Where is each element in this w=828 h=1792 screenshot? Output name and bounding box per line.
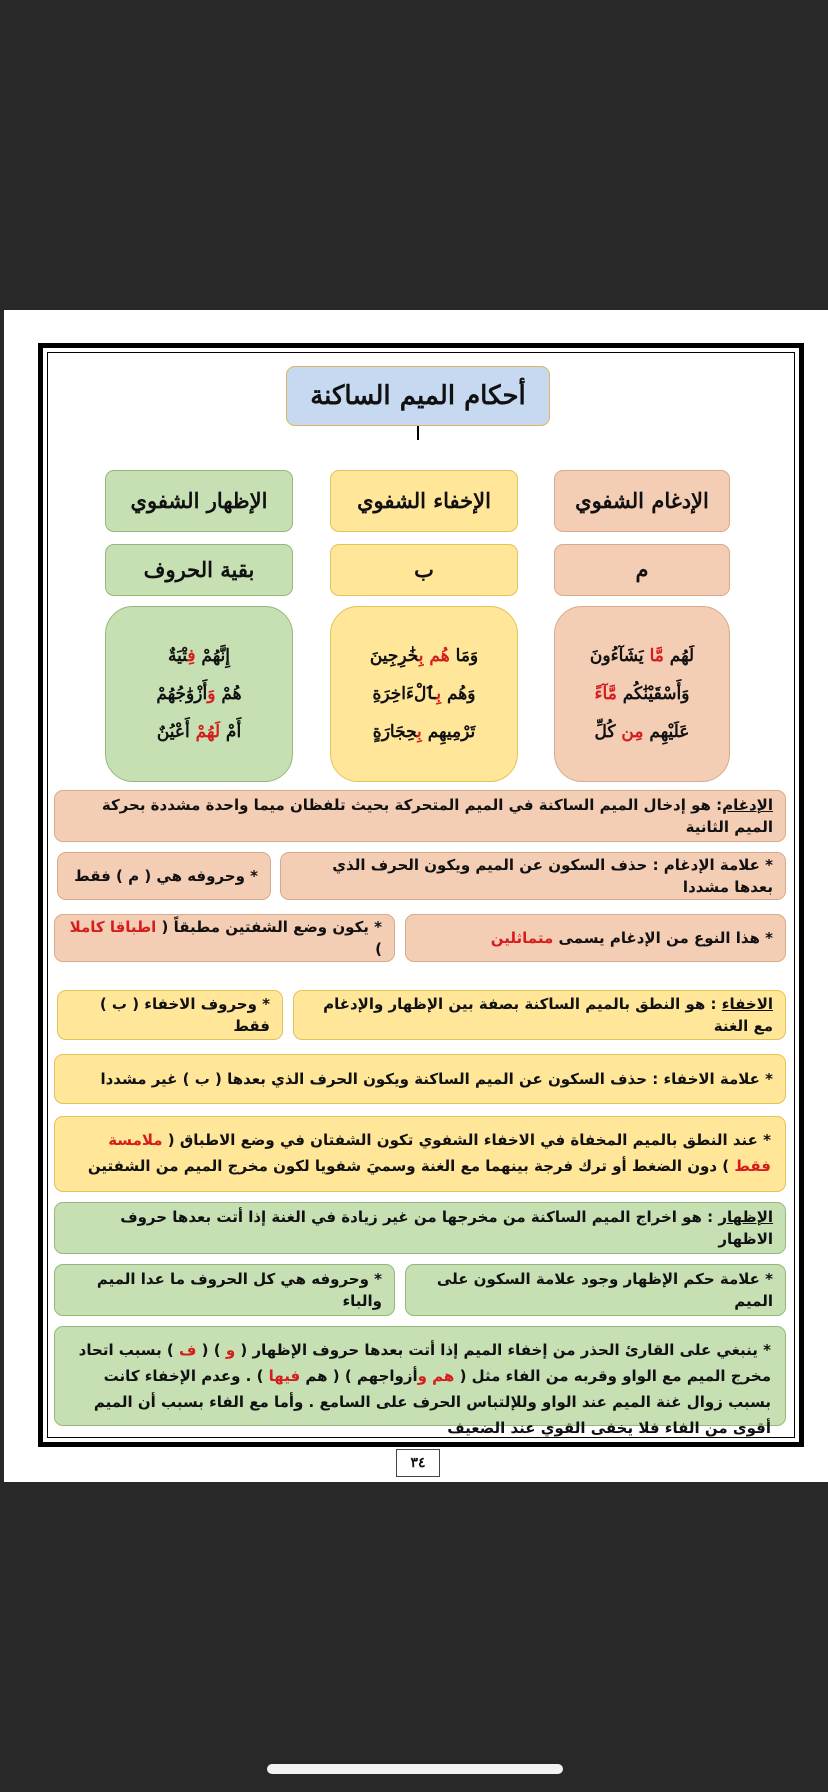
idgham-letters: * وحروفه هي ( م ) فقط — [57, 852, 271, 900]
letters-izhar: بقية الحروف — [105, 544, 293, 596]
main-title: أحكام الميم الساكنة — [286, 366, 550, 426]
examples-idgham — [554, 606, 730, 782]
term-izhar: الإظهار — [718, 1208, 773, 1226]
example-line: وَهُم بِٱلْءَاخِرَةِ — [372, 684, 476, 704]
idgham-definition: الإدغام: هو إدخال الميم الساكنة في الميم المتحركة بحيث تلفظان ميما واحدة مشددة بحركة الميم الثانية — [54, 790, 786, 842]
term-idgham: الإدغام — [722, 796, 773, 814]
idgham-sign: * علامة الإدغام : حذف السكون عن الميم ويكون الحرف الذي بعدها مشددا — [280, 852, 786, 900]
home-indicator[interactable] — [267, 1764, 563, 1774]
page-number: ٣٤ — [396, 1449, 440, 1477]
example-line: إِنَّهُمْ فِتْيَةٌ — [167, 646, 231, 666]
ikhfa-letters: * وحروف الاخفاء ( ب ) فقط — [57, 990, 283, 1040]
examples-izhar — [105, 606, 293, 782]
letters-ikhfa: ب — [330, 544, 518, 596]
term-ikhfa: الاخفاء — [721, 995, 773, 1013]
example-line: أَمْ لَهُمْ أَعْيُنٌ — [156, 722, 242, 742]
heading-izhar-shafawi: الإظهار الشفوي — [105, 470, 293, 532]
examples-ikhfa — [330, 606, 518, 782]
example-line: وَأَسْقَيْنَٰكُم مَّآءً — [594, 684, 690, 704]
ikhfa-sign: * علامة الاخفاء : حذف السكون عن الميم الساكنة ويكون الحرف الذي بعدها ( ب ) غير مشددا — [54, 1054, 786, 1104]
example-line: تَرْمِيهِم بِحِجَارَةٍ — [372, 722, 476, 742]
idgham-lips: * يكون وضع الشفتين مطبقاً ( اطباقا كاملا ) — [54, 914, 395, 962]
example-line: هُمْ وَأَزْوَٰجُهُمْ — [156, 684, 242, 704]
idgham-name: * هذا النوع من الإدغام يسمى متماثلين — [405, 914, 786, 962]
heading-ikhfa-shafawi: الإخفاء الشفوي — [330, 470, 518, 532]
ikhfa-definition: الاخفاء : هو النطق بالميم الساكنة بصفة بين الإظهار والإدغام مع الغنة — [293, 990, 786, 1040]
example-line: عَلَيْهِم مِن كُلِّ — [594, 722, 690, 742]
izhar-definition: الإظهار : هو اخراج الميم الساكنة من مخرجها من غير زيادة في الغنة إذا أتت بعدها حروف الاظهار — [54, 1202, 786, 1254]
ikhfa-note: * عند النطق بالميم المخفاة في الاخفاء الشفوي تكون الشفتان في وضع الاطباق ( ملامسة فقط ) دون الضغط أو ترك فرجة بينهما مع الغنة وسميَ شفويا لكون مخرج الميم من الشفتين — [54, 1116, 786, 1192]
document-page — [4, 310, 828, 1482]
example-line: لَهُم مَّا يَشَآءُونَ — [589, 646, 695, 666]
example-line: وَمَا هُم بِخَٰرِجِينَ — [369, 646, 479, 666]
heading-idgham-shafawi: الإدغام الشفوي — [554, 470, 730, 532]
izhar-sign: * علامة حكم الإظهار وجود علامة السكون على الميم — [405, 1264, 786, 1316]
letters-idgham: م — [554, 544, 730, 596]
izhar-note: * ينبغي على القارئ الحذر من إخفاء الميم إذا أتت بعدها حروف الإظهار ( و ) ( ف ) بسبب اتحاد مخرج الميم مع الواو وقربه من الفاء مثل ( هم وأزواجهم ) ( هم فيها ) . وعدم الإخفاء كانت بسبب زوال غنة الميم عند الواو وللإلتباس الحرف على السامع . وأما مع الفاء بسبب أن الميم أقوى من الفاء فلا يخفى القوي عند الضعيف — [54, 1326, 786, 1426]
izhar-letters: * وحروفه هي كل الحروف ما عدا الميم والباء — [54, 1264, 395, 1316]
